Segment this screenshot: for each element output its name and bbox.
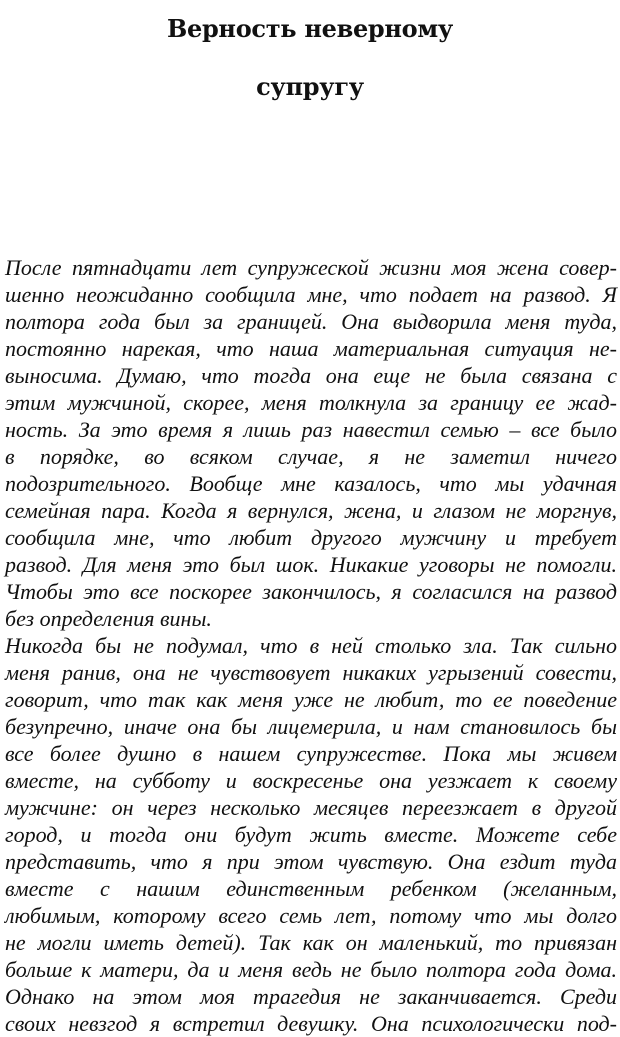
text-line: своих невзгод я встретил девушку. Она психологически под- xyxy=(5,1011,617,1036)
chapter-title xyxy=(0,0,620,116)
text-line: меня ранив, она не чувствовует никаких угрызений совести, xyxy=(5,660,617,685)
text-line: После пятнадцати лет супружеской жизни моя жена совер- xyxy=(5,255,617,280)
text-line: все более душно в нашем супружестве. Пока мы живем xyxy=(5,741,617,766)
text-line: полтора года был за границей. Она выдворила меня туда, xyxy=(5,309,617,334)
chapter-body-text xyxy=(5,254,617,1037)
chapter-title-line-2: супругу xyxy=(256,72,364,101)
text-line: подозрительного. Вообще мне казалось, что мы удачная xyxy=(5,471,617,496)
text-line: развод. Для меня это был шок. Никакие уговоры не помогли. xyxy=(5,552,617,577)
text-line: ность. За это время я лишь раз навестил семью – все было xyxy=(5,417,617,442)
text-line: город, и тогда они будут жить вместе. Можете себе xyxy=(5,822,617,847)
text-line: выносима. Думаю, что тогда она еще не была связана с xyxy=(5,363,617,388)
chapter-title-line-1: Верность неверному xyxy=(167,14,453,43)
text-line: мужчине: он через несколько месяцев переезжает в другой xyxy=(5,795,617,820)
text-line: Чтобы это все поскорее закончилось, я согласился на развод xyxy=(5,579,617,604)
text-line: говорит, что так как меня уже не любит, то ее поведение xyxy=(5,687,617,712)
text-line: представить, что я при этом чувствую. Она ездит туда xyxy=(5,849,617,874)
text-line: вместе, на субботу и воскресенье она уезжает к своему xyxy=(5,768,617,793)
text-line: больше к матери, да и меня ведь не было полтора года дома. xyxy=(5,957,617,982)
text-line: Однако на этом моя трагедия не заканчивается. Среди xyxy=(5,984,617,1009)
text-line: шенно неожиданно сообщила мне, что подает на развод. Я xyxy=(5,282,617,307)
text-line: Никогда бы не подумал, что в ней столько зла. Так сильно xyxy=(5,633,617,658)
text-line: сообщила мне, что любит другого мужчину и требует xyxy=(5,525,617,550)
text-line: безупречно, иначе она бы лицемерила, и нам становилось бы xyxy=(5,714,617,739)
text-line: любимым, которому всего семь лет, потому что мы долго xyxy=(5,903,617,928)
text-line: этим мужчиной, скорее, меня толкнула за границу ее жад- xyxy=(5,390,617,415)
text-line: вместе с нашим единственным ребенком (желанным, xyxy=(5,876,617,901)
text-line: в порядке, во всяком случае, я не заметил ничего xyxy=(5,444,617,469)
text-line: постоянно нарекая, что наша материальная ситуация не- xyxy=(5,336,617,361)
text-line-paragraph-end: без определения вины. xyxy=(5,606,212,631)
text-line: не могли иметь детей). Так как он маленький, то привязан xyxy=(5,930,617,955)
text-line: семейная пара. Когда я вернулся, жена, и глазом не моргнув, xyxy=(5,498,617,523)
